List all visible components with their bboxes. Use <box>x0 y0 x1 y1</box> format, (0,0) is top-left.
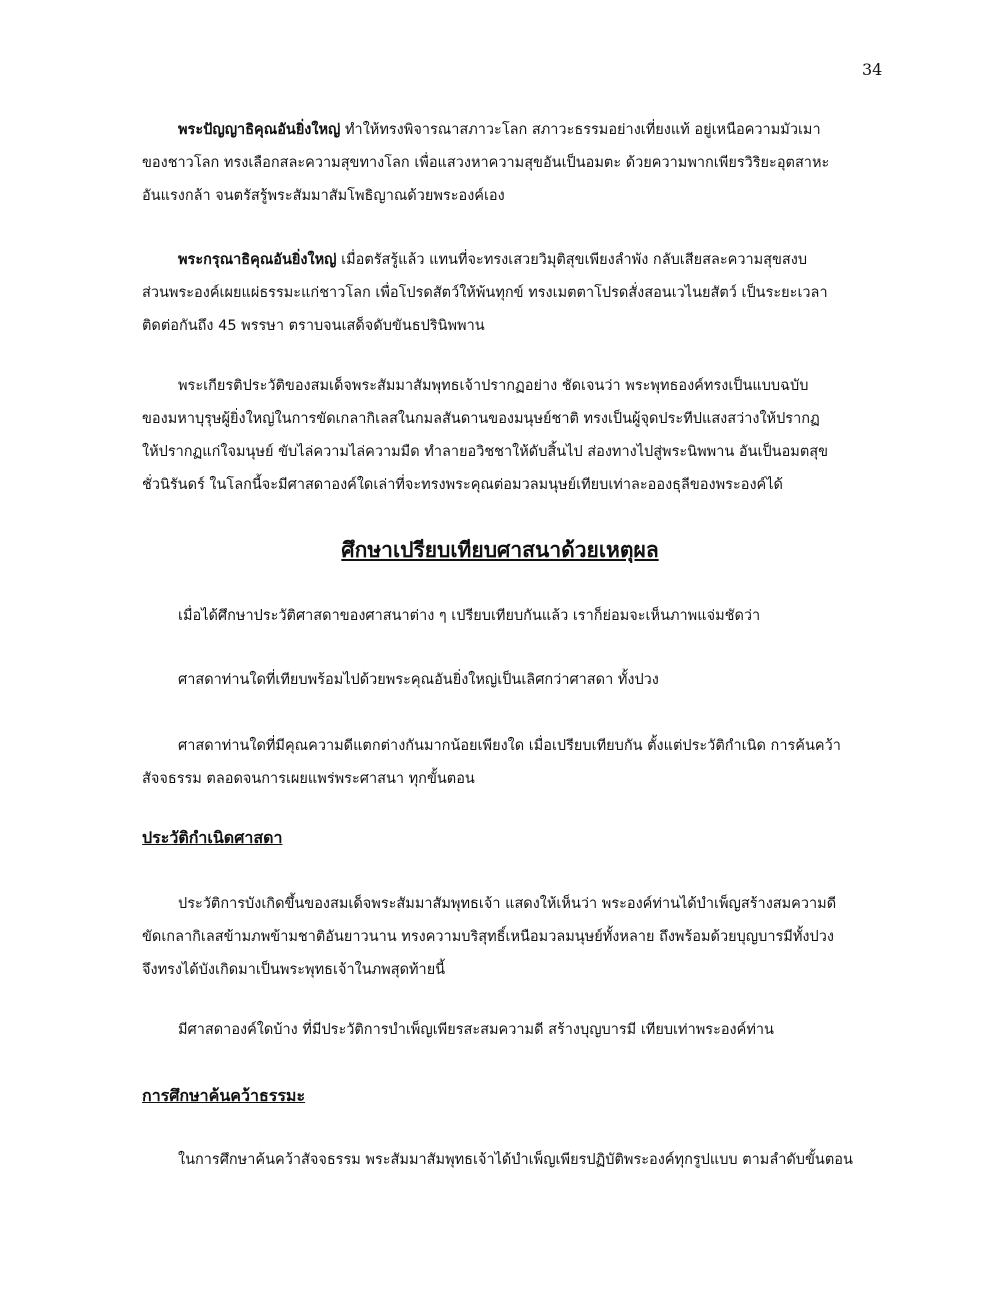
line-text: ทำให้ทรงพิจารณาสภาวะโลก สภาวะธรรมอย่างเที่ยงแท้ อยู่เหนือความมัวเมา <box>340 122 821 138</box>
line-text: เมื่อตรัสรู้แล้ว แทนที่จะทรงเสวยวิมุติสุขเพียงลำพัง กลับเสียสละความสุขสงบ <box>336 252 808 268</box>
paragraph-compare-intro <box>142 600 882 633</box>
paragraph-line: ของมหาบุรุษผู้ยิ่งใหญ่ในการขัดเกลากิเลสในกมลสันดานของมนุษย์ชาติ ทรงเป็นผู้จุดประทีปแสงสว่างให้ปรากฏ <box>142 411 820 427</box>
paragraph-line: ประวัติการบังเกิดขึ้นของสมเด็จพระสัมมาสัมพุทธเจ้า แสดงให้เห็นว่า พระองค์ท่านได้บำเพ็ญสร้างสมความดี <box>178 896 837 912</box>
paragraph-line: จึงทรงได้บังเกิดมาเป็นพระพุทธเจ้าในภพสุดท้ายนี้ <box>142 962 446 978</box>
paragraph-line: ขัดเกลากิเลสข้ามภพข้ามชาติอันยาวนาน ทรงความบริสุทธิ์เหนือมวลมนุษย์ทั้งหลาย ถึงพร้อมด้วยบุญบารมีทั้งปวง <box>142 929 834 945</box>
bold-lead: พระกรุณาธิคุณอันยิ่งใหญ่ <box>178 252 337 268</box>
paragraph-line: ศาสดาท่านใดที่มีคุณความดีแตกต่างกันมากน้อยเพียงใด เมื่อเปรียบเทียบกัน ตั้งแต่ประวัติกำเนิด การค้นคว้า <box>178 738 841 754</box>
paragraph-wisdom <box>142 114 882 213</box>
bold-lead: พระปัญญาธิคุณอันยิ่งใหญ่ <box>178 122 341 138</box>
heading-origin: ประวัติกำเนิดศาสดา <box>142 828 283 847</box>
paragraph-line: พระเกียรติประวัติของสมเด็จพระสัมมาสัมพุทธเจ้าปรากฏอย่าง ชัดเจนว่า พระพุทธองค์ทรงเป็นแบบฉบับ <box>178 378 809 394</box>
paragraph-line: เมื่อได้ศึกษาประวัติศาสดาของศาสนาต่าง ๆ เปรียบเทียบกันแล้ว เราก็ย่อมจะเห็นภาพแจ่มชัดว่า <box>178 608 761 624</box>
paragraph-origin <box>142 888 882 987</box>
paragraph-line: ส่วนพระองค์เผยแผ่ธรรมะแก่ชาวโลก เพื่อโปรดสัตว์ให้พ้นทุกข์ ทรงเมตตาโปรดสั่งสอนเวไนยสัตว์ เป็นระยะเวลา <box>142 285 828 301</box>
paragraph-origin-question <box>142 1014 882 1047</box>
paragraph-line: ให้ปรากฏแก่ใจมนุษย์ ขับไล่ความไล่ความมืด ทำลายอวิชชาให้ดับสิ้นไป ส่องทางไปสู่พระนิพพาน อันเป็นอมตสุข <box>142 444 829 460</box>
paragraph-line <box>142 244 882 277</box>
paragraph-line: ในการศึกษาค้นคว้าสัจจธรรม พระสัมมาสัมพุทธเจ้าได้บำเพ็ญเพียรปฏิบัติพระองค์ทุกรูปแบบ ตามลำดับขั้นตอน <box>178 1152 853 1168</box>
paragraph-compare-stages <box>142 730 882 796</box>
paragraph-line: อันแรงกล้า จนตรัสรู้พระสัมมาสัมโพธิญาณด้วยพระองค์เอง <box>142 188 505 204</box>
paragraph-line: ของชาวโลก ทรงเลือกสละความสุขทางโลก เพื่อแสวงหาความสุขอันเป็นอมตะ ด้วยความพากเพียรวิริยะอุตสาหะ <box>142 155 830 171</box>
paragraph-line: ติดต่อกันถึง 45 พรรษา ตราบจนเสด็จดับขันธปรินิพพาน <box>142 318 485 334</box>
paragraph-line: มีศาสดาองค์ใดบ้าง ที่มีประวัติการบำเพ็ญเพียรสะสมความดี สร้างบุญบารมี เทียบเท่าพระองค์ท่าน <box>178 1022 774 1038</box>
paragraph-line: ชั่วนิรันดร์ ในโลกนี้จะมีศาสดาองค์ใดเล่าที่จะทรงพระคุณต่อมวลมนุษย์เทียบเท่าละอองธุลีของพระองค์ได้ <box>142 477 783 493</box>
page-number: 34 <box>862 60 883 79</box>
paragraph-biography <box>142 370 882 502</box>
paragraph-study <box>142 1144 882 1177</box>
paragraph-line: ศาสดาท่านใดที่เทียบพร้อมไปด้วยพระคุณอันยิ่งใหญ่เป็นเลิศกว่าศาสดา ทั้งปวง <box>178 672 659 688</box>
section-title: ศึกษาเปรียบเทียบศาสนาด้วยเหตุผล <box>341 538 659 562</box>
paragraph-compare-virtue <box>142 664 882 697</box>
heading-study: การศึกษาค้นคว้าธรรมะ <box>142 1086 306 1105</box>
paragraph-line: สัจจธรรม ตลอดจนการเผยแพร่พระศาสนา ทุกขั้นตอน <box>142 771 475 787</box>
paragraph-compassion <box>142 244 882 343</box>
paragraph-line <box>142 114 882 147</box>
